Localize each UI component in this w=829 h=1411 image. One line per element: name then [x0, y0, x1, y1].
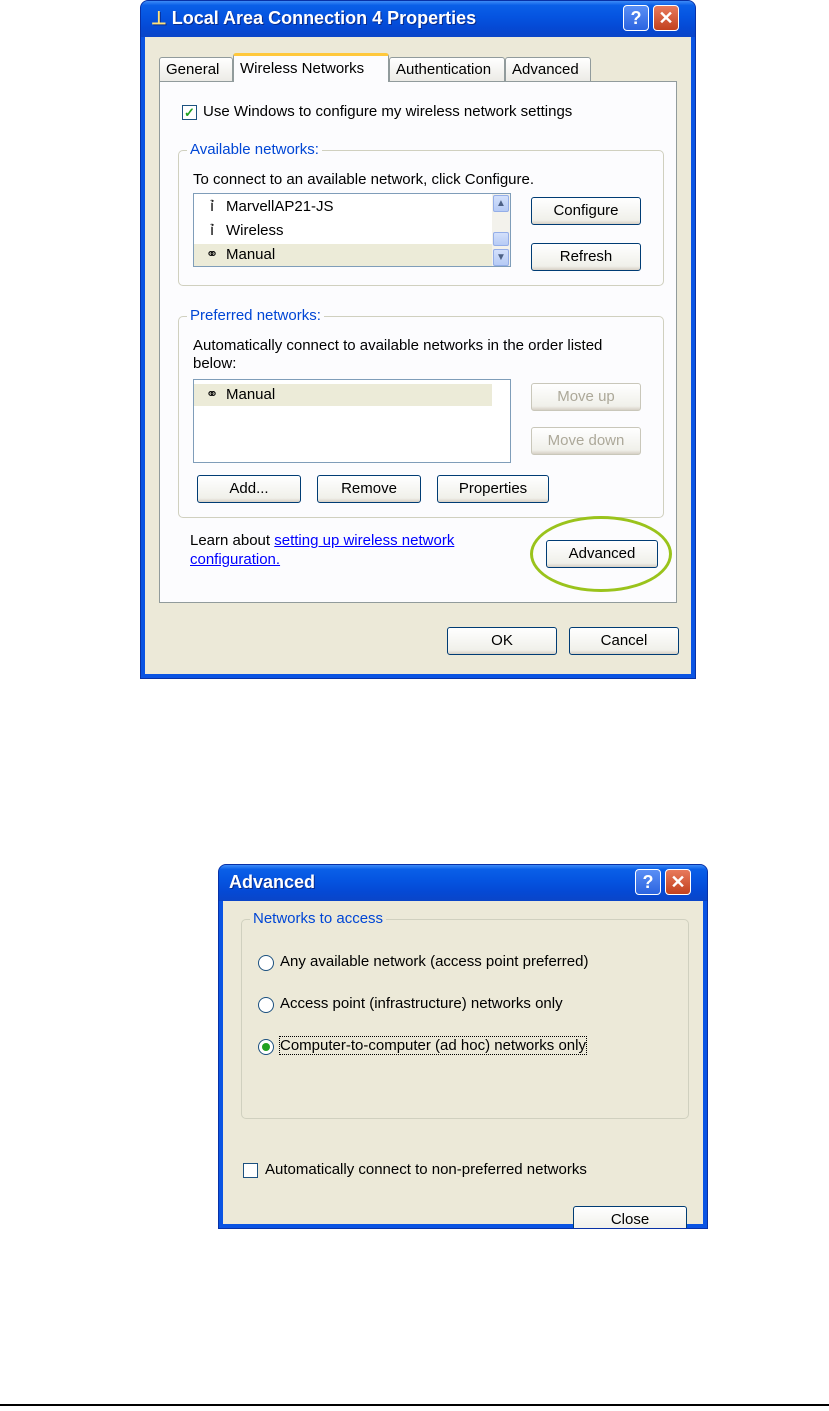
help-button[interactable]: ? — [635, 869, 661, 895]
networks-to-access-group — [241, 910, 689, 1119]
available-networks-group — [178, 141, 664, 286]
available-scrollbar[interactable] — [492, 194, 510, 266]
computer-network-icon: ⚭ — [205, 386, 219, 403]
move-up-button[interactable]: Move up — [531, 383, 641, 411]
close-button[interactable]: Close — [573, 1206, 687, 1229]
network-connection-icon: ⊥ — [151, 8, 167, 28]
radio-access-point-label[interactable]: Access point (infrastructure) networks only — [280, 995, 563, 1012]
list-item[interactable]: ⚭ Manual — [194, 384, 492, 406]
preferred-instruction-line2: below: — [193, 355, 237, 372]
properties-dialog — [140, 0, 696, 679]
networks-to-access-label: Networks to access — [250, 910, 386, 927]
wireless-networks-pane — [159, 81, 677, 603]
add-button[interactable]: Add... — [197, 475, 301, 503]
refresh-button[interactable]: Refresh — [531, 243, 641, 271]
close-icon[interactable]: ✕ — [653, 5, 679, 31]
radio-ad-hoc[interactable] — [258, 1039, 274, 1055]
advanced-title: Advanced — [229, 872, 316, 892]
list-item[interactable]: ỉ Wireless — [202, 220, 284, 242]
scroll-up-icon[interactable]: ▲ — [493, 195, 509, 212]
properties-button[interactable]: Properties — [437, 475, 549, 503]
radio-selected-dot — [262, 1043, 270, 1051]
scroll-thumb[interactable] — [493, 232, 509, 246]
remove-button[interactable]: Remove — [317, 475, 421, 503]
preferred-networks-group — [178, 307, 664, 518]
list-item[interactable]: ỉ MarvellAP21-JS — [202, 196, 334, 218]
highlight-ring — [530, 516, 672, 592]
list-item[interactable]: ⚭ Manual — [194, 244, 492, 266]
radio-any-network-label[interactable]: Any available network (access point preferred) — [280, 953, 589, 970]
learn-link[interactable]: setting up wireless network — [274, 532, 455, 549]
use-windows-label: Use Windows to configure my wireless network settings — [203, 103, 573, 120]
scroll-down-icon[interactable]: ▼ — [493, 249, 509, 266]
tab-wireless-networks[interactable]: Wireless Networks — [233, 53, 389, 82]
move-down-button[interactable]: Move down — [531, 427, 641, 455]
advanced-titlebar[interactable] — [219, 865, 707, 901]
properties-title: ⊥ Local Area Connection 4 Properties — [151, 8, 477, 28]
preferred-instruction-line1: Automatically connect to available networks in the order listed — [193, 337, 603, 354]
preferred-networks-label: Preferred networks: — [187, 307, 324, 324]
use-windows-checkbox[interactable]: ✓ — [182, 105, 197, 120]
available-networks-label: Available networks: — [187, 141, 322, 158]
radio-access-point[interactable] — [258, 997, 274, 1013]
antenna-icon: ỉ — [210, 198, 214, 215]
help-button[interactable]: ? — [623, 5, 649, 31]
configure-button[interactable]: Configure — [531, 197, 641, 225]
advanced-client — [223, 901, 703, 1228]
antenna-icon: ỉ — [210, 222, 214, 239]
learn-about-text: Learn about setting up wireless network — [190, 532, 455, 549]
page-bottom-rule — [0, 1404, 829, 1406]
radio-ad-hoc-label[interactable]: Computer-to-computer (ad hoc) networks only — [280, 1037, 586, 1054]
properties-titlebar[interactable] — [141, 1, 695, 37]
close-icon[interactable]: ✕ — [665, 869, 691, 895]
radio-any-network[interactable] — [258, 955, 274, 971]
auto-connect-label[interactable]: Automatically connect to non-preferred networks — [265, 1161, 587, 1178]
auto-connect-checkbox[interactable] — [243, 1163, 258, 1178]
tab-authentication[interactable]: Authentication — [389, 57, 505, 81]
preferred-networks-list[interactable] — [193, 379, 511, 463]
computer-network-icon: ⚭ — [205, 246, 219, 263]
advanced-button[interactable]: Advanced — [546, 540, 658, 568]
advanced-dialog — [218, 864, 708, 1229]
tab-advanced[interactable]: Advanced — [505, 57, 591, 81]
cancel-button[interactable]: Cancel — [569, 627, 679, 655]
available-instruction: To connect to an available network, click Configure. — [193, 171, 535, 188]
ok-button[interactable]: OK — [447, 627, 557, 655]
learn-link-continued[interactable]: configuration. — [190, 551, 281, 568]
available-networks-list[interactable] — [193, 193, 511, 267]
properties-client — [145, 37, 691, 674]
tab-general[interactable]: General — [159, 57, 233, 81]
